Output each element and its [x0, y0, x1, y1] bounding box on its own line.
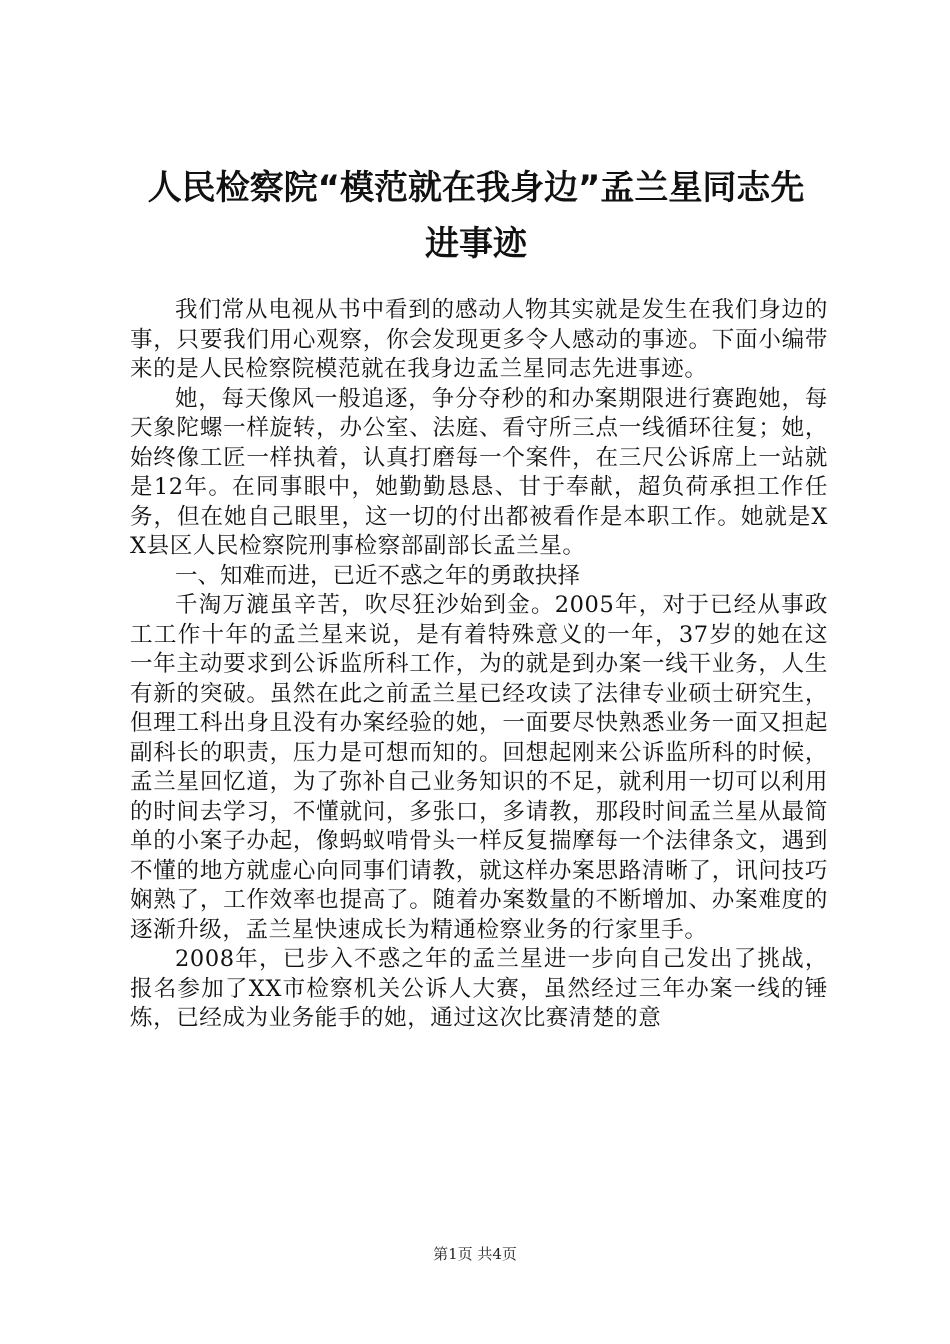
- document-body: [130, 296, 828, 1034]
- page-footer: 第1页 共4页: [433, 1245, 517, 1263]
- paragraph-intro: 我们常从电视从书中看到的感动人物其实就是发生在我们身边的事，只要我们用心观察，你会发现更多令人感动的事迹。下面小编带来的是人民检察院模范就在我身边孟兰星同志先进事迹。: [130, 297, 828, 382]
- title-line-1: 人民检察院“模范就在我身边”孟兰星同志先: [147, 168, 805, 208]
- paragraph-2008: 2008年，已步入不惑之年的孟兰星进一步向自己发出了挑战，报名参加了XX市检察机关公诉人大赛，虽然经过三年办案一线的锤炼，已经成为业务能手的她，通过这次比赛清楚的意: [130, 946, 828, 1031]
- section-heading: 一、知难而进，已近不惑之年的勇敢抉择: [175, 562, 581, 589]
- title-line-2: 进事迹: [425, 224, 527, 264]
- paragraph-2005: 千淘万漉虽辛苦，吹尽狂沙始到金。2005年，对于已经从事政工工作十年的孟兰星来说，是有着特殊意义的一年，37岁的她在这一年主动要求到公诉监所科工作，为的就是到办案一线干业务，人生有新的突破。虽然在此之前孟兰星已经攻读了法律专业硕士研究生，但理工科出身且没有办案经验的她，一面要尽快熟悉业务一面又担起副科长的职责，压力是可想而知的。回想起刚来公诉监所科的时候，孟兰星回忆道，为了弥补自己业务知识的不足，就利用一切可以利用的时间去学习，不懂就问，多张口，多请教，那段时间孟兰星从最简单的小案子办起，像蚂蚁啃骨头一样反复揣摩每一个法律条文，遇到不懂的地方就虚心向同事们请教，就这样办案思路清晰了，讯问技巧娴熟了，工作效率也提高了。随着办案数量的不断增加、办案难度的逐渐升级，孟兰星快速成长为精通检察业务的行家里手。: [130, 592, 828, 943]
- document-title: [120, 160, 832, 272]
- paragraph-profile: 她，每天像风一般追逐，争分夺秒的和办案期限进行赛跑她，每天象陀螺一样旋转，办公室、法庭、看守所三点一线循环往复；她，始终像工匠一样执着，认真打磨每一个案件，在三尺公诉席上一站就是12年。在同事眼中，她勤勤恳恳、甘于奉献，超负荷承担工作任务，但在她自己眼里，这一切的付出都被看作是本职工作。她就是XX县区人民检察院刑事检察部副部长孟兰星。: [130, 385, 828, 559]
